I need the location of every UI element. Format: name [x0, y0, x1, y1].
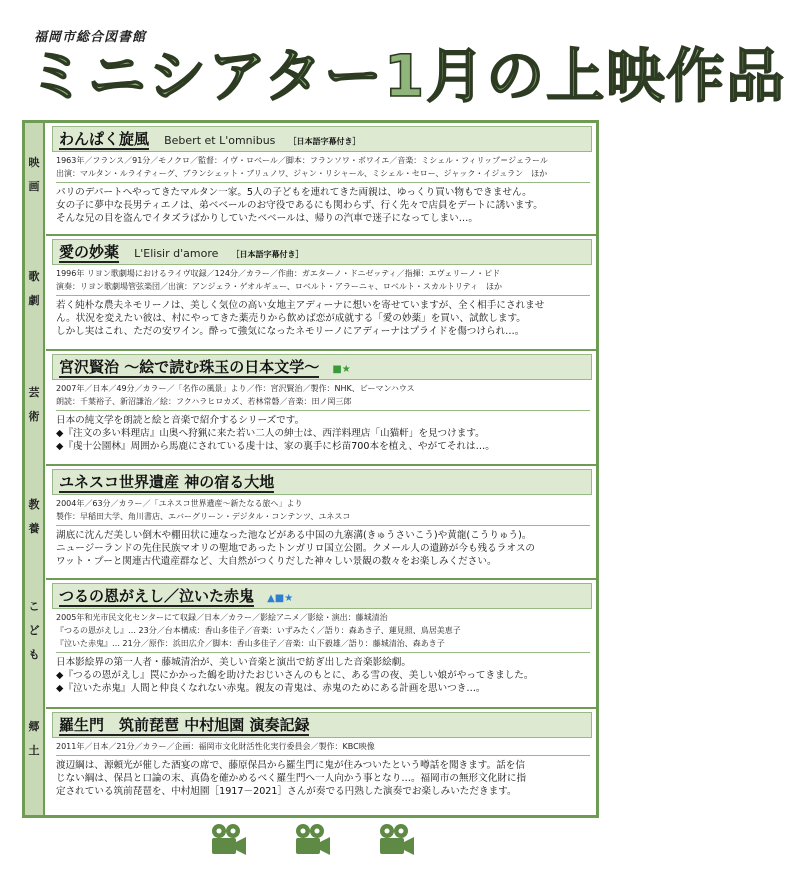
genre-label-art: 芸 術 — [28, 386, 40, 423]
program-original-title: L'Elisir d'amore — [134, 247, 219, 260]
genre-label-opera: 歌 劇 — [28, 270, 40, 307]
program-title: 愛の妙薬 — [59, 243, 120, 261]
program-title-box — [52, 354, 592, 380]
program-section-kids — [46, 580, 596, 709]
program-description: 日本影絵界の第一人者・藤城清治が、美しい音楽と演出で紡ぎ出した音楽影絵劇。 ◆『つるの恩がえし』罠にかかった鶴を助けたおじいさんのもとに、ある雪の夜、美しい娘がやってきました。 ◆『泣いた赤鬼』人間と仲良くなれない赤鬼。親友の青鬼は、赤鬼のためにある計画を思いつき…。 — [56, 657, 534, 694]
program-title: ユネスコ世界遺産 神の宿る大地 — [59, 473, 275, 491]
program-section-art — [46, 351, 596, 466]
subtitle-tag: ［日本語字幕付き］ — [288, 137, 361, 146]
page-title: ミニシアター1月の上映作品 — [28, 42, 786, 110]
subtitle-tag: ［日本語字幕付き］ — [231, 250, 304, 259]
library-name: 福岡市総合図書館 — [34, 30, 147, 45]
program-title: 羅生門 筑前琵琶 中村旭園 演奏記録 — [59, 716, 310, 734]
movie-camera-icon — [376, 822, 416, 862]
program-title: わんぱく旋風 — [59, 130, 150, 148]
genre-label-kids: こ ど も — [28, 600, 40, 661]
audience-marks: ▲■★ — [267, 593, 294, 604]
audience-marks: ■★ — [332, 364, 351, 375]
program-frame — [22, 120, 599, 818]
program-credits: 2011年／日本／21分／カラー／企画：福岡市文化財活性化実行委員会／製作：KBC映像 — [56, 740, 590, 756]
program-title-box — [52, 712, 592, 738]
program-section-film — [46, 123, 596, 236]
program-credits: 1963年／フランス／91分／モノクロ／監督：イヴ・ロベール／脚本：フランソワ・ボワイエ／音楽：ミシェル・フィリップ＝ジェラール 出演：マルタン・ルライティーグ、ブランシェット・ブリュノワ、ジャン・リシャール、ミシェル・セロー、ジャック・イジュラン ほか — [56, 154, 590, 183]
program-title-box — [52, 469, 592, 495]
program-section-opera — [46, 236, 596, 351]
program-title: つるの恩がえし／泣いた赤鬼 — [59, 587, 255, 605]
program-credits: 2007年／日本／49分／カラー／「名作の風景」より／作：宮沢賢治／製作：NHK、ビーマンハウス 朗読：千葉裕子、新沼謙治／絵：フクハラヒロカズ、若林常磐／音楽：田ノ岡三郎 — [56, 382, 590, 411]
program-description: 湖底に沈んだ美しい倒木や棚田状に連なった池などがある中国の九寨溝(きゅうさいこう)や黄龍(こうりゅう)。 ニュージーランドの先住民族マオリの聖地であったトンガリロ国立公園。クメール人の遺跡が今も残るラオスの ワット・プーと関連古代遺産群など、大自然がつくりだした神々しい景観の数々をお楽しみください。 — [56, 530, 536, 567]
program-credits: 1996年 リヨン歌劇場におけるライヴ収録／124分／カラー／作曲：ガエターノ・ドニゼッティ／指揮：エヴェリーノ・ピド 演奏：リヨン歌劇場管弦楽団／出演：アンジェラ・ゲオルギュー、ロベルト・アラーニャ、ロベルト・スカルトリティ ほか — [56, 267, 590, 296]
program-section-local — [46, 709, 596, 815]
program-credits: 2005年和光市民文化センターにて収録／日本／カラー／影絵アニメ／影絵・演出：藤城清治 『つるの恩がえし』… 23分／台本構成：香山多佳子／音楽：いずみたく／語り：森あき子、蓮見照、鳥居美恵子 『泣いた赤鬼』… 21分／原作：浜田広介／脚本：香山多佳子／音楽：山下毅雄／語り：藤城清治、森あき子 — [56, 611, 590, 653]
program-description: 日本の純文学を朗読と絵と音楽で紹介するシリーズです。 ◆『注文の多い料理店』山奥へ狩猟に来た若い二人の紳士は、西洋料理店「山猫軒」を見つけます。 ◆『虔十公園林』周囲から馬鹿にされている虔十は、家の裏手に杉苗700本を植え、やがてそれは…。 — [56, 415, 495, 452]
program-description: 渡辺綱は、源頼光が催した酒宴の席で、藤原保昌から羅生門に鬼が住みついたという噂話を聞きます。話を信 じない綱は、保昌と口論の末、真偽を確かめるべく羅生門へ一人向かう事となり…。福岡市の無形文化財に指 定されている筑前琵琶を、中村旭園［1917－2021］さんが奏でる円熟した演奏でお楽しみいただきます。 — [56, 760, 527, 797]
program-description: パリのデパートへやってきたマルタン一家。5人の子どもを連れてきた両親は、ゆっくり買い物もできません。 女の子に夢中な長男ティエノは、弟ベベールのお守役であるにも関わらず、行く先々で店員をデートに誘います。 そんな兄の目を盗んでイタズラばかりしていたベベールは、帰りの汽車で迷子になってしまい…。 — [56, 187, 543, 224]
program-title-box — [52, 583, 592, 609]
program-credits: 2004年／63分／カラー／「ユネスコ世界遺産～新たなる旅へ」より 製作：早稲田大学、角川書店、エバーグリーン・デジタル・コンテンツ、ユネスコ — [56, 497, 590, 526]
footer-decoration — [0, 822, 625, 872]
program-description: 若く純朴な農夫ネモリーノは、美しく気位の高い女地主アディーナに想いを寄せていますが、全く相手にされませ ん。状況を変えたい彼は、村にやってきた薬売りから飲めば恋が成就する「愛の妙薬」を買い、試飲します。 しかし実はこれ、ただの安ワイン。酔って強気になったネモリーノにアディーナはプライドを傷つけられ…。 — [56, 300, 545, 337]
program-original-title: Bebert et L'omnibus — [164, 134, 276, 147]
genre-label-film: 映 画 — [28, 156, 40, 193]
program-title-box — [52, 239, 592, 265]
genre-label-culture: 教 養 — [28, 498, 40, 535]
genre-sidebar — [25, 123, 45, 815]
movie-camera-icon — [208, 822, 248, 862]
program-section-culture — [46, 466, 596, 580]
program-title: 宮沢賢治 ～絵で読む珠玉の日本文学～ — [59, 358, 320, 376]
genre-label-local: 郷 土 — [28, 720, 40, 757]
movie-camera-icon — [292, 822, 332, 862]
program-title-box — [52, 126, 592, 152]
